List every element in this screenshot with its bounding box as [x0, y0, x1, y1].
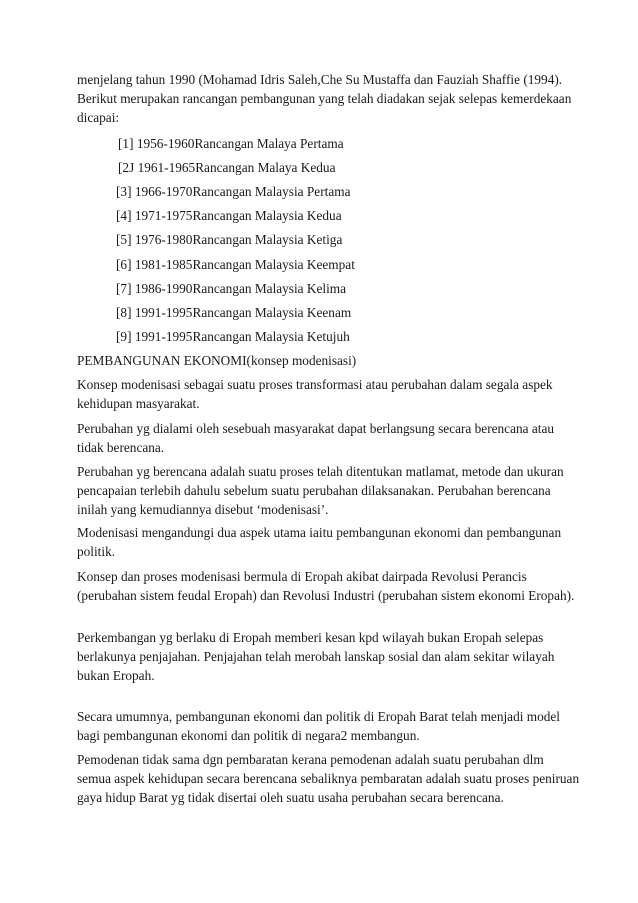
intro-line-2: Berikut merupakan rancangan pembangunan yang telah diadakan sejak selepas kemerdekaan: [77, 91, 572, 106]
paragraph-line: Pemodenan tidak sama dgn pembaratan kerana pemodenan adalah suatu perubahan dlm: [77, 752, 544, 767]
paragraph-line: tidak berencana.: [77, 440, 165, 455]
section-heading: PEMBANGUNAN EKONOMI(konsep modenisasi): [77, 353, 357, 368]
paragraph-line: Modenisasi mengandungi dua aspek utama iaitu pembangunan ekonomi dan pembangunan: [77, 525, 562, 540]
paragraph-line: bukan Eropah.: [77, 668, 155, 683]
paragraph-line: semua aspek kehidupan secara berencana sebaliknya pembaratan adalah suatu proses peniruan: [77, 771, 580, 786]
paragraph-line: gaya hidup Barat yg tidak disertai oleh suatu usaha perubahan secara berencana.: [77, 790, 504, 805]
plan-item-4: [4] 1971-1975Rancangan Malaysia Kedua: [116, 208, 342, 223]
plan-item-8: [8] 1991-1995Rancangan Malaysia Keenam: [116, 305, 352, 320]
paragraph-line: Secara umumnya, pembangunan ekonomi dan politik di Eropah Barat telah menjadi model: [77, 709, 560, 724]
plan-item-3: [3] 1966-1970Rancangan Malaysia Pertama: [116, 184, 351, 199]
intro-line-1: menjelang tahun 1990 (Mohamad Idris Saleh,Che Su Mustaffa dan Fauziah Shaffie (1994).: [77, 72, 563, 87]
paragraph-line: Perkembangan yg berlaku di Eropah memberi kesan kpd wilayah bukan Eropah selepas: [77, 630, 544, 645]
paragraph-line: berlakunya penjajahan. Penjajahan telah merobah lanskap sosial dan alam sekitar wilayah: [77, 649, 555, 664]
paragraph-line: pencapaian terlebih dahulu sebelum suatu perubahan dilaksanakan. Perubahan berencana: [77, 483, 551, 498]
paragraph-line: (perubahan sistem feudal Eropah) dan Revolusi Industri (perubahan sistem ekonomi Eropah).: [77, 588, 575, 603]
plan-item-7: [7] 1986-1990Rancangan Malaysia Kelima: [116, 281, 347, 296]
paragraph-line: bagi pembangunan ekonomi dan politik di negara2 membangun.: [77, 728, 420, 743]
paragraph-line: Konsep modenisasi sebagai suatu proses transformasi atau perubahan dalam segala aspek: [77, 377, 553, 392]
paragraph-line: Perubahan yg dialami oleh sesebuah masyarakat dapat berlangsung secara berencana atau: [77, 421, 554, 436]
plan-item-9: [9] 1991-1995Rancangan Malaysia Ketujuh: [116, 329, 350, 344]
plan-item-1: [1] 1956-1960Rancangan Malaya Pertama: [118, 136, 344, 151]
paragraph-line: Konsep dan proses modenisasi bermula di Eropah akibat dairpada Revolusi Perancis: [77, 569, 527, 584]
plan-item-5: [5] 1976-1980Rancangan Malaysia Ketiga: [116, 232, 343, 247]
paragraph-line: Perubahan yg berencana adalah suatu proses telah ditentukan matlamat, metode dan ukuran: [77, 464, 564, 479]
plan-item-6: [6] 1981-1985Rancangan Malaysia Keempat: [116, 257, 355, 272]
intro-line-3: dicapai:: [77, 110, 120, 125]
paragraph-line: kehidupan masyarakat.: [77, 396, 200, 411]
plan-item-2: [2J 1961-1965Rancangan Malaya Kedua: [118, 160, 336, 175]
paragraph-line: politik.: [77, 544, 116, 559]
paragraph-line: inilah yang kemudiannya disebut ‘modenisasi’.: [77, 502, 329, 517]
